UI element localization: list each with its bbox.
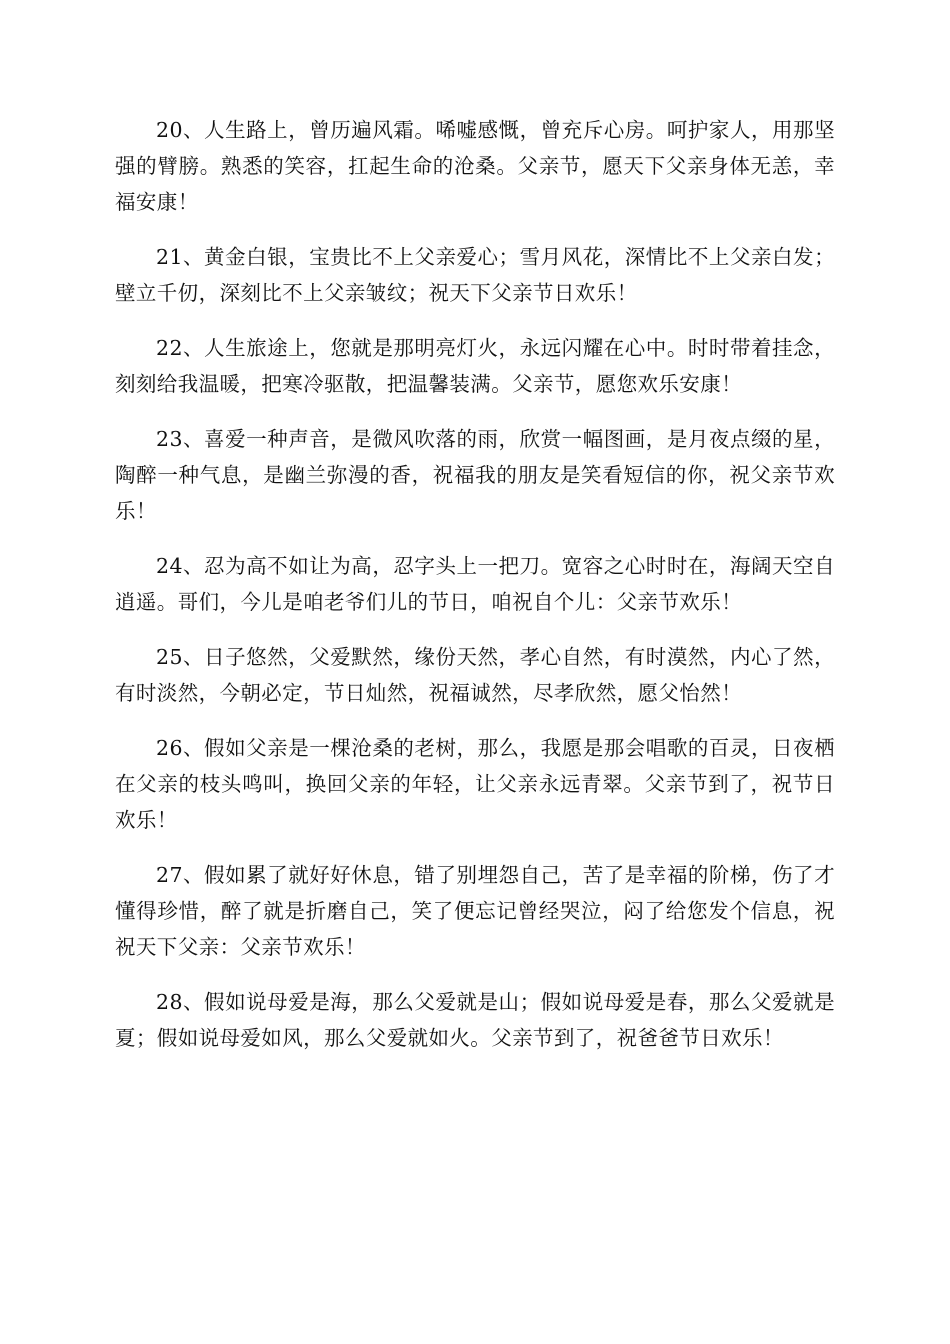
paragraph-28: 28、假如说母爱是海，那么父爱就是山；假如说母爱是春，那么父爱就是夏；假如说母爱如风，那么父爱就如火。父亲节到了，祝爸爸节日欢乐！ <box>115 990 835 1050</box>
paragraph-26: 26、假如父亲是一棵沧桑的老树，那么，我愿是那会唱歌的百灵，日夜栖在父亲的枝头鸣叫，换回父亲的年轻，让父亲永远青翠。父亲节到了，祝节日欢乐！ <box>115 736 835 832</box>
paragraph-20: 20、人生路上，曾历遍风霜。唏嘘感慨，曾充斥心房。呵护家人，用那坚强的臂膀。熟悉的笑容，扛起生命的沧桑。父亲节，愿天下父亲身体无恙，幸福安康！ <box>115 118 835 214</box>
paragraph-24: 24、忍为高不如让为高，忍字头上一把刀。宽容之心时时在，海阔天空自逍遥。哥们，今儿是咱老爷们儿的节日，咱祝自个儿：父亲节欢乐！ <box>115 554 835 614</box>
paragraph-22: 22、人生旅途上，您就是那明亮灯火，永远闪耀在心中。时时带着挂念，刻刻给我温暖，把寒冷驱散，把温馨装满。父亲节，愿您欢乐安康！ <box>115 336 835 396</box>
document-page <box>115 112 835 1075</box>
paragraph-23: 23、喜爱一种声音，是微风吹落的雨，欣赏一幅图画，是月夜点缀的星，陶醉一种气息，是幽兰弥漫的香，祝福我的朋友是笑看短信的你，祝父亲节欢乐！ <box>115 427 835 523</box>
paragraph-21: 21、黄金白银，宝贵比不上父亲爱心；雪月风花，深情比不上父亲白发；壁立千仞，深刻比不上父亲皱纹；祝天下父亲节日欢乐！ <box>115 245 835 305</box>
paragraph-25: 25、日子悠然，父爱默然，缘份天然，孝心自然，有时漠然，内心了然，有时淡然，今朝必定，节日灿然，祝福诚然，尽孝欣然，愿父怡然！ <box>115 645 835 705</box>
paragraph-27: 27、假如累了就好好休息，错了别埋怨自己，苦了是幸福的阶梯，伤了才懂得珍惜，醉了就是折磨自己，笑了便忘记曾经哭泣，闷了给您发个信息，祝祝天下父亲：父亲节欢乐！ <box>115 863 835 959</box>
